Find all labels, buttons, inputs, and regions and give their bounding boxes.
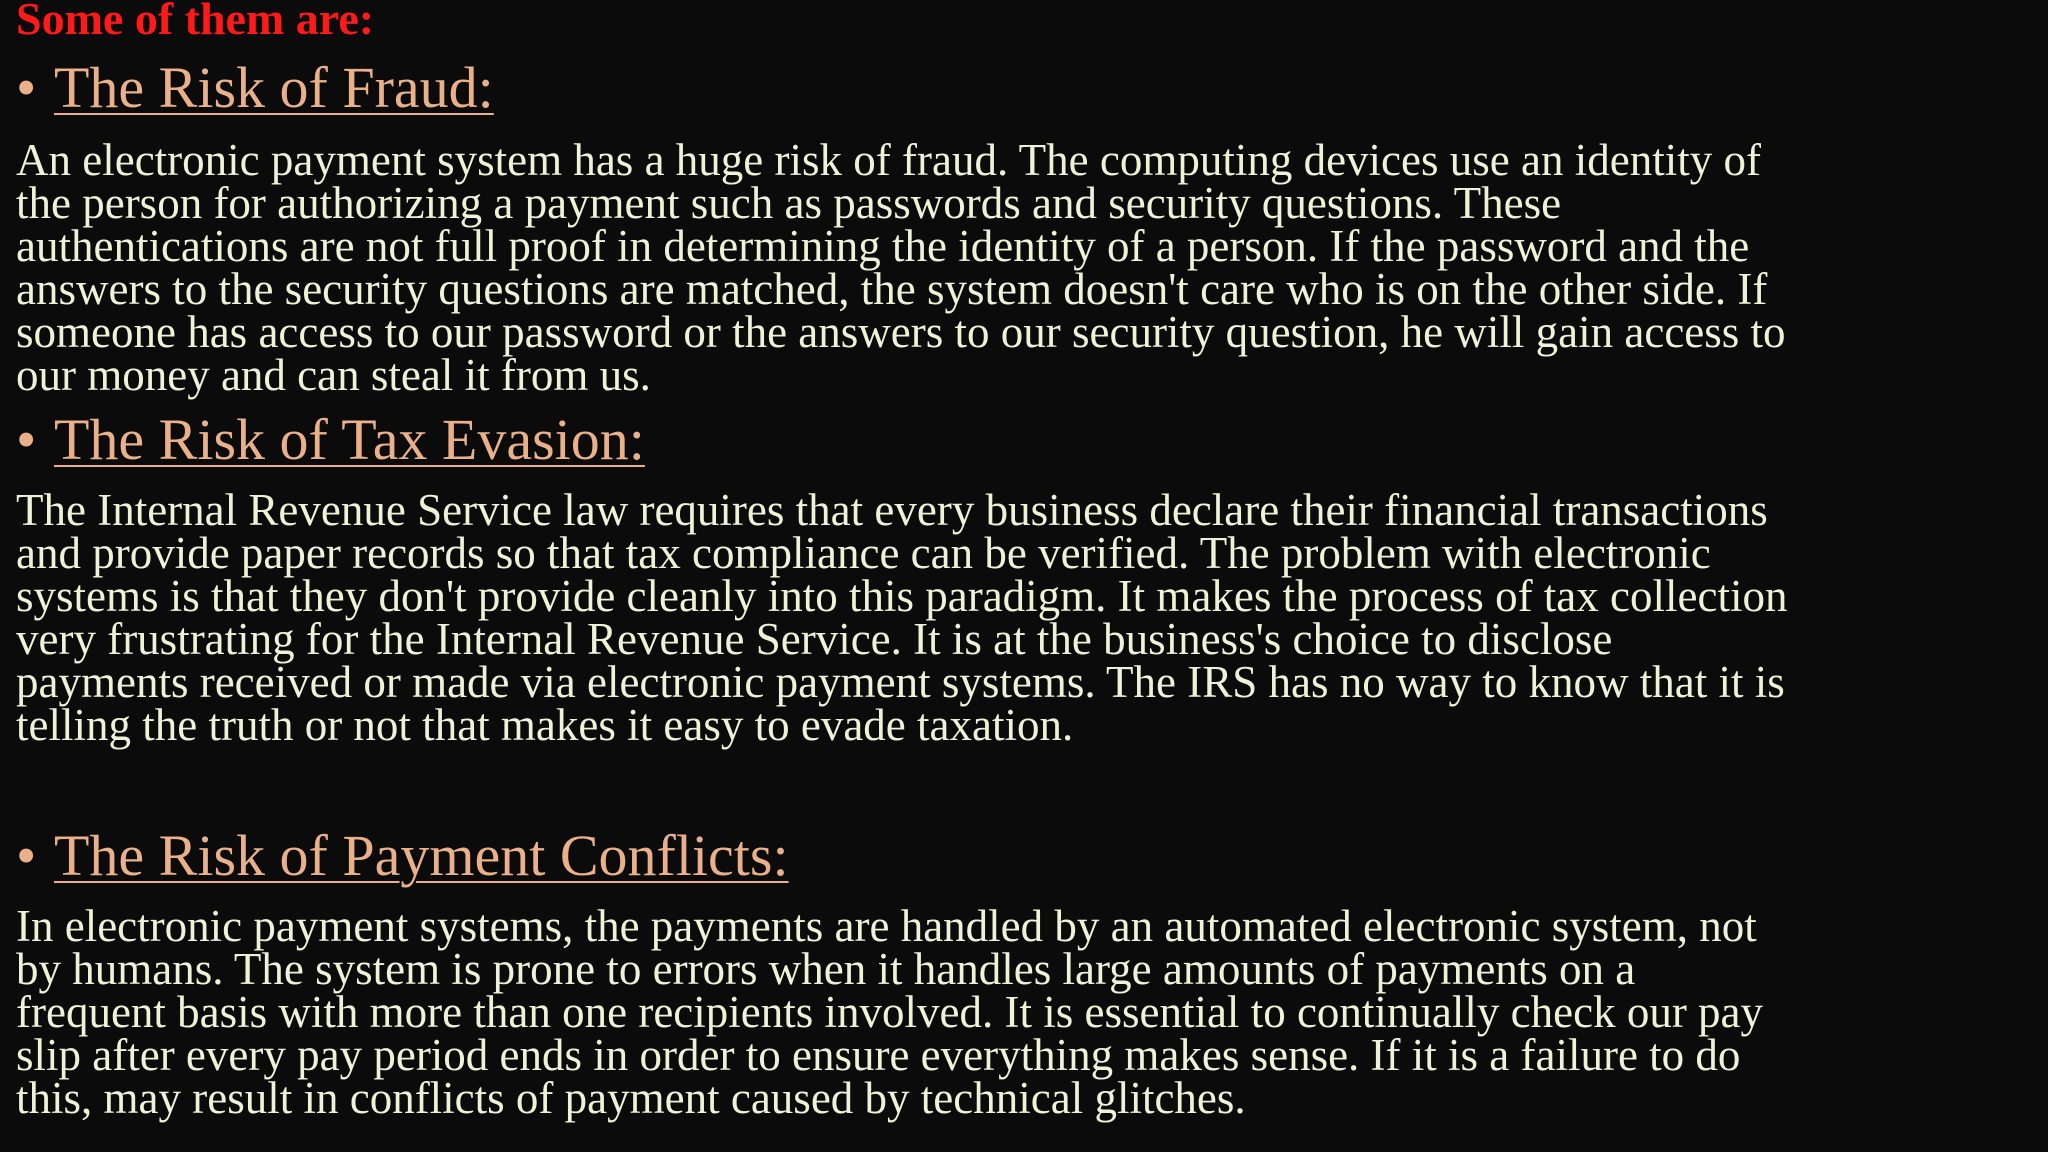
paragraph-line: telling the truth or not that makes it easy to evade taxation. <box>16 700 1074 750</box>
section-title: The Risk of Fraud: <box>54 55 494 120</box>
paragraph-line: In electronic payment systems, the payments are handled by an automated electronic system, not <box>16 901 1757 951</box>
paragraph-line: and provide paper records so that tax compliance can be verified. The problem with electronic <box>16 528 1711 578</box>
paragraph-line: The Internal Revenue Service law requires that every business declare their financial transactions <box>16 485 1768 535</box>
section-paragraph-payment-conflicts <box>16 901 2036 1123</box>
paragraph-line: An electronic payment system has a huge risk of fraud. The computing devices use an identity of <box>16 135 1761 185</box>
section-heading-payment-conflicts <box>16 824 789 888</box>
paragraph-line: frequent basis with more than one recipients involved. It is essential to continually check our pay <box>16 987 1764 1037</box>
section-title: The Risk of Payment Conflicts: <box>54 823 789 888</box>
paragraph-line: someone has access to our password or the answers to our security question, he will gain access to <box>16 307 1786 357</box>
paragraph-line: our money and can steal it from us. <box>16 350 651 400</box>
paragraph-line: systems is that they don't provide cleanly into this paradigm. It makes the process of tax collection <box>16 571 1788 621</box>
paragraph-line: by humans. The system is prone to errors when it handles large amounts of payments on a <box>16 944 1636 994</box>
paragraph-line: the person for authorizing a payment such as passwords and security questions. These <box>16 178 1562 228</box>
intro-heading: Some of them are: <box>16 0 375 44</box>
paragraph-line: this, may result in conflicts of payment caused by technical glitches. <box>16 1073 1246 1123</box>
paragraph-line: answers to the security questions are matched, the system doesn't care who is on the other side. If <box>16 264 1768 314</box>
paragraph-line: very frustrating for the Internal Revenue Service. It is at the business's choice to disclose <box>16 614 1613 664</box>
bullet-icon: • <box>16 55 37 120</box>
paragraph-line: payments received or made via electronic payment systems. The IRS has no way to know that it is <box>16 657 1785 707</box>
section-paragraph-fraud <box>16 135 2036 400</box>
section-paragraph-tax-evasion <box>16 485 2036 750</box>
paragraph-line: slip after every pay period ends in order to ensure everything makes sense. If it is a failure to do <box>16 1030 1741 1080</box>
section-heading-tax-evasion <box>16 408 645 472</box>
bullet-icon: • <box>16 823 37 888</box>
paragraph-line: authentications are not full proof in determining the identity of a person. If the password and the <box>16 221 1750 271</box>
section-title: The Risk of Tax Evasion: <box>54 407 645 472</box>
bullet-icon: • <box>16 407 37 472</box>
section-heading-fraud <box>16 56 494 120</box>
